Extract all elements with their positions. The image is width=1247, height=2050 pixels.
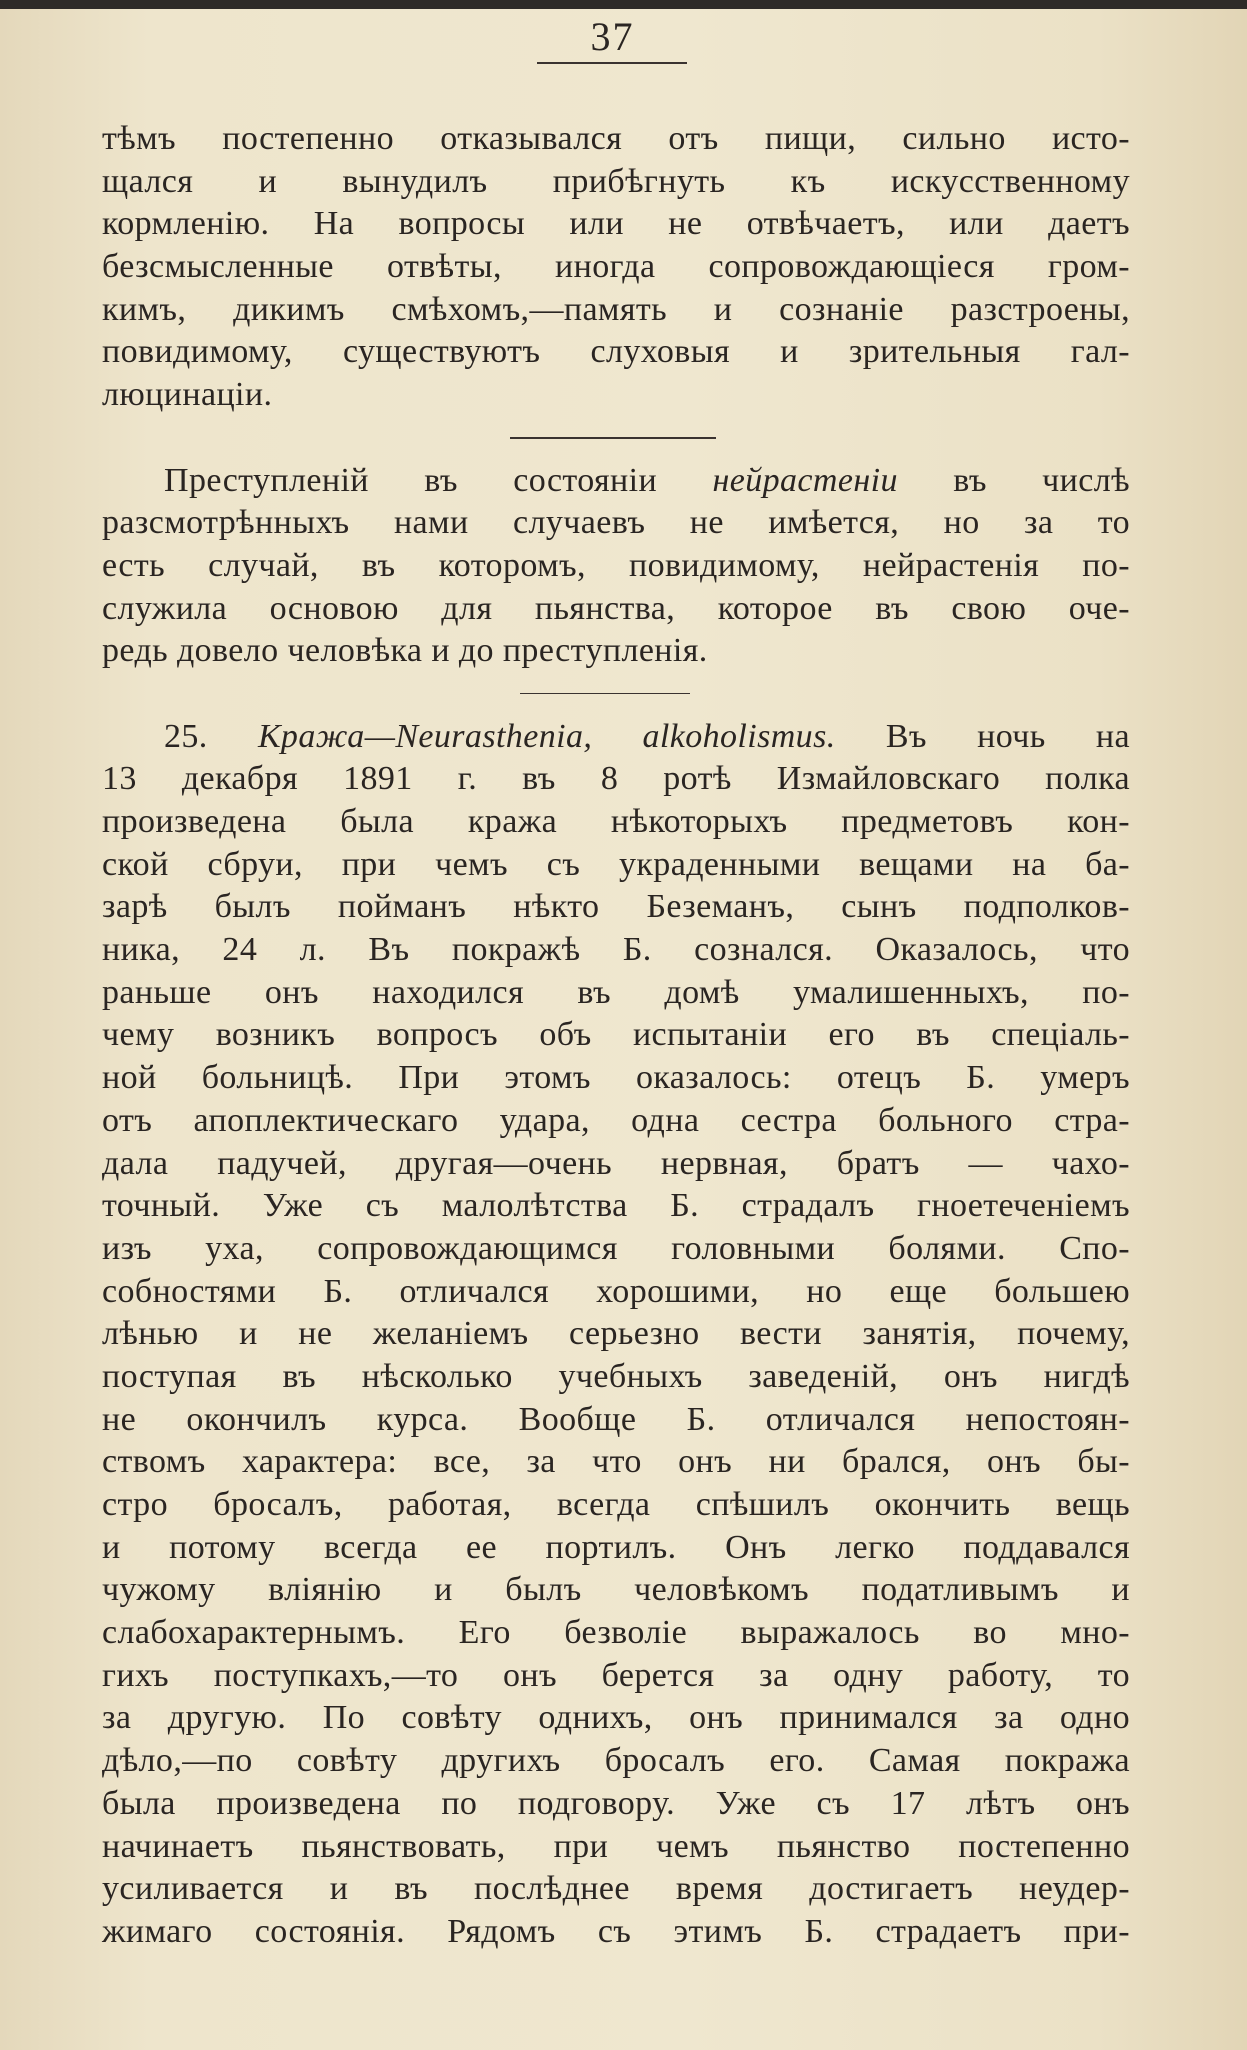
text-line: начинаетъ пьянствовать, при чемъ пьянство постепенно xyxy=(102,1827,1130,1865)
text-line: была произведена по подговору. Уже съ 17 лѣтъ онъ xyxy=(102,1784,1130,1822)
text-line: за другую. По совѣту однихъ, онъ принимался за одно xyxy=(102,1699,1130,1737)
text-line: безсмысленные отвѣты, иногда сопровождающіеся гром- xyxy=(102,248,1130,286)
text-line: лѣнью и не желаніемъ серьезно вести занятія, почему, xyxy=(102,1315,1130,1353)
text-line: редь довело человѣка и до преступленія. xyxy=(102,632,708,670)
text-line: ной больницѣ. При этомъ оказалось: отецъ Б. умеръ xyxy=(102,1059,1130,1097)
case-number: 25. xyxy=(164,717,258,755)
section-divider xyxy=(102,673,1130,716)
text-line: ствомъ характера: все, за что онъ ни брался, онъ бы- xyxy=(102,1443,1130,1481)
text-line: собностями Б. отличался хорошими, но еще большею xyxy=(102,1272,1130,1310)
paragraph-neurasthenia xyxy=(102,460,1130,673)
text-line: не окончилъ курса. Вообще Б. отличался непостоян- xyxy=(102,1400,1130,1438)
page-number: 37 xyxy=(590,14,635,59)
text-line: слабохарактернымъ. Его безволіе выражалось во мно- xyxy=(102,1614,1130,1652)
text-line: произведена была кража нѣкоторыхъ предметовъ кон- xyxy=(102,803,1130,840)
text-line: чему возникъ вопросъ объ испытаніи его въ спеціаль- xyxy=(102,1016,1130,1054)
text-line: жимаго состоянія. Рядомъ съ этимъ Б. страдаетъ при- xyxy=(102,1912,1130,1950)
text-line: ника, 24 л. Въ покражѣ Б. сознался. Оказалось, что xyxy=(102,931,1130,969)
italic-term: нейрастеніи xyxy=(712,461,898,499)
text-segment: Преступленій въ состояніи xyxy=(164,461,713,499)
text-line: стро бросалъ, работая, всегда спѣшилъ окончить вещь xyxy=(102,1486,1130,1523)
text-line: точный. Уже съ малолѣтства Б. страдалъ гноетеченіемъ xyxy=(102,1187,1130,1225)
paragraph-continuation xyxy=(102,118,1130,417)
text-line: зарѣ былъ пойманъ нѣкто Беземанъ, сынъ подполков- xyxy=(102,888,1130,926)
text-line: ской сбруи, при чемъ съ украденными вещами на ба- xyxy=(102,845,1130,883)
case-title: Кража—Neurasthenia, alkoholismus. xyxy=(257,717,836,755)
text-line: 13 декабря 1891 г. въ 8 ротѣ Измайловскаго полка xyxy=(102,760,1130,798)
text-line: поступая въ нѣсколько учебныхъ заведеній, онъ нигдѣ xyxy=(102,1357,1130,1395)
section-divider xyxy=(102,417,1130,460)
text-line: и потому всегда ее портилъ. Онъ легко поддавался xyxy=(102,1528,1130,1566)
page-body xyxy=(102,118,1130,1954)
text-line: люцинаціи. xyxy=(102,376,273,414)
text-line: тѣмъ постепенно отказывался отъ пищи, сильно исто- xyxy=(102,120,1130,157)
text-line: дала падучей, другая—очень нервная, братъ — чахо- xyxy=(102,1144,1130,1182)
text-segment: Въ ночь на xyxy=(835,717,1130,755)
text-line: изъ уха, сопровождающимся головными болями. Спо- xyxy=(102,1229,1130,1267)
text-line: служила основою для пьянства, которое въ свою оче- xyxy=(102,589,1130,627)
text-line: есть случай, въ которомъ, повидимому, нейрастенія по- xyxy=(102,546,1130,584)
text-line: кимъ, дикимъ смѣхомъ,—память и сознаніе разстроены, xyxy=(102,290,1130,328)
text-line: чужому вліянію и былъ человѣкомъ податливымъ и xyxy=(102,1571,1130,1609)
text-line xyxy=(102,460,1130,503)
text-line: разсмотрѣнныхъ нами случаевъ не имѣется, но за то xyxy=(102,504,1130,542)
text-line: щался и вынудилъ прибѣгнуть къ искусственному xyxy=(102,162,1130,200)
text-segment: въ числѣ xyxy=(897,461,1130,499)
page-top-edge xyxy=(0,0,1247,9)
case-heading-line xyxy=(102,716,1130,759)
text-line: кормленію. На вопросы или не отвѣчаетъ, или даетъ xyxy=(102,205,1130,243)
page-number-underline xyxy=(537,62,687,64)
text-line: раньше онъ находился въ домѣ умалишенныхъ, по- xyxy=(102,973,1130,1011)
text-line: дѣло,—по совѣту другихъ бросалъ его. Самая покража xyxy=(102,1742,1130,1780)
text-line: гихъ поступкахъ,—то онъ берется за одну работу, то xyxy=(102,1656,1130,1694)
text-line: отъ апоплектическаго удара, одна сестра больного стра- xyxy=(102,1101,1130,1139)
text-line: усиливается и въ послѣднее время достигаетъ неудер- xyxy=(102,1870,1130,1908)
text-line: повидимому, существуютъ слуховыя и зрительныя гал- xyxy=(102,333,1130,371)
case-25 xyxy=(102,716,1130,1954)
